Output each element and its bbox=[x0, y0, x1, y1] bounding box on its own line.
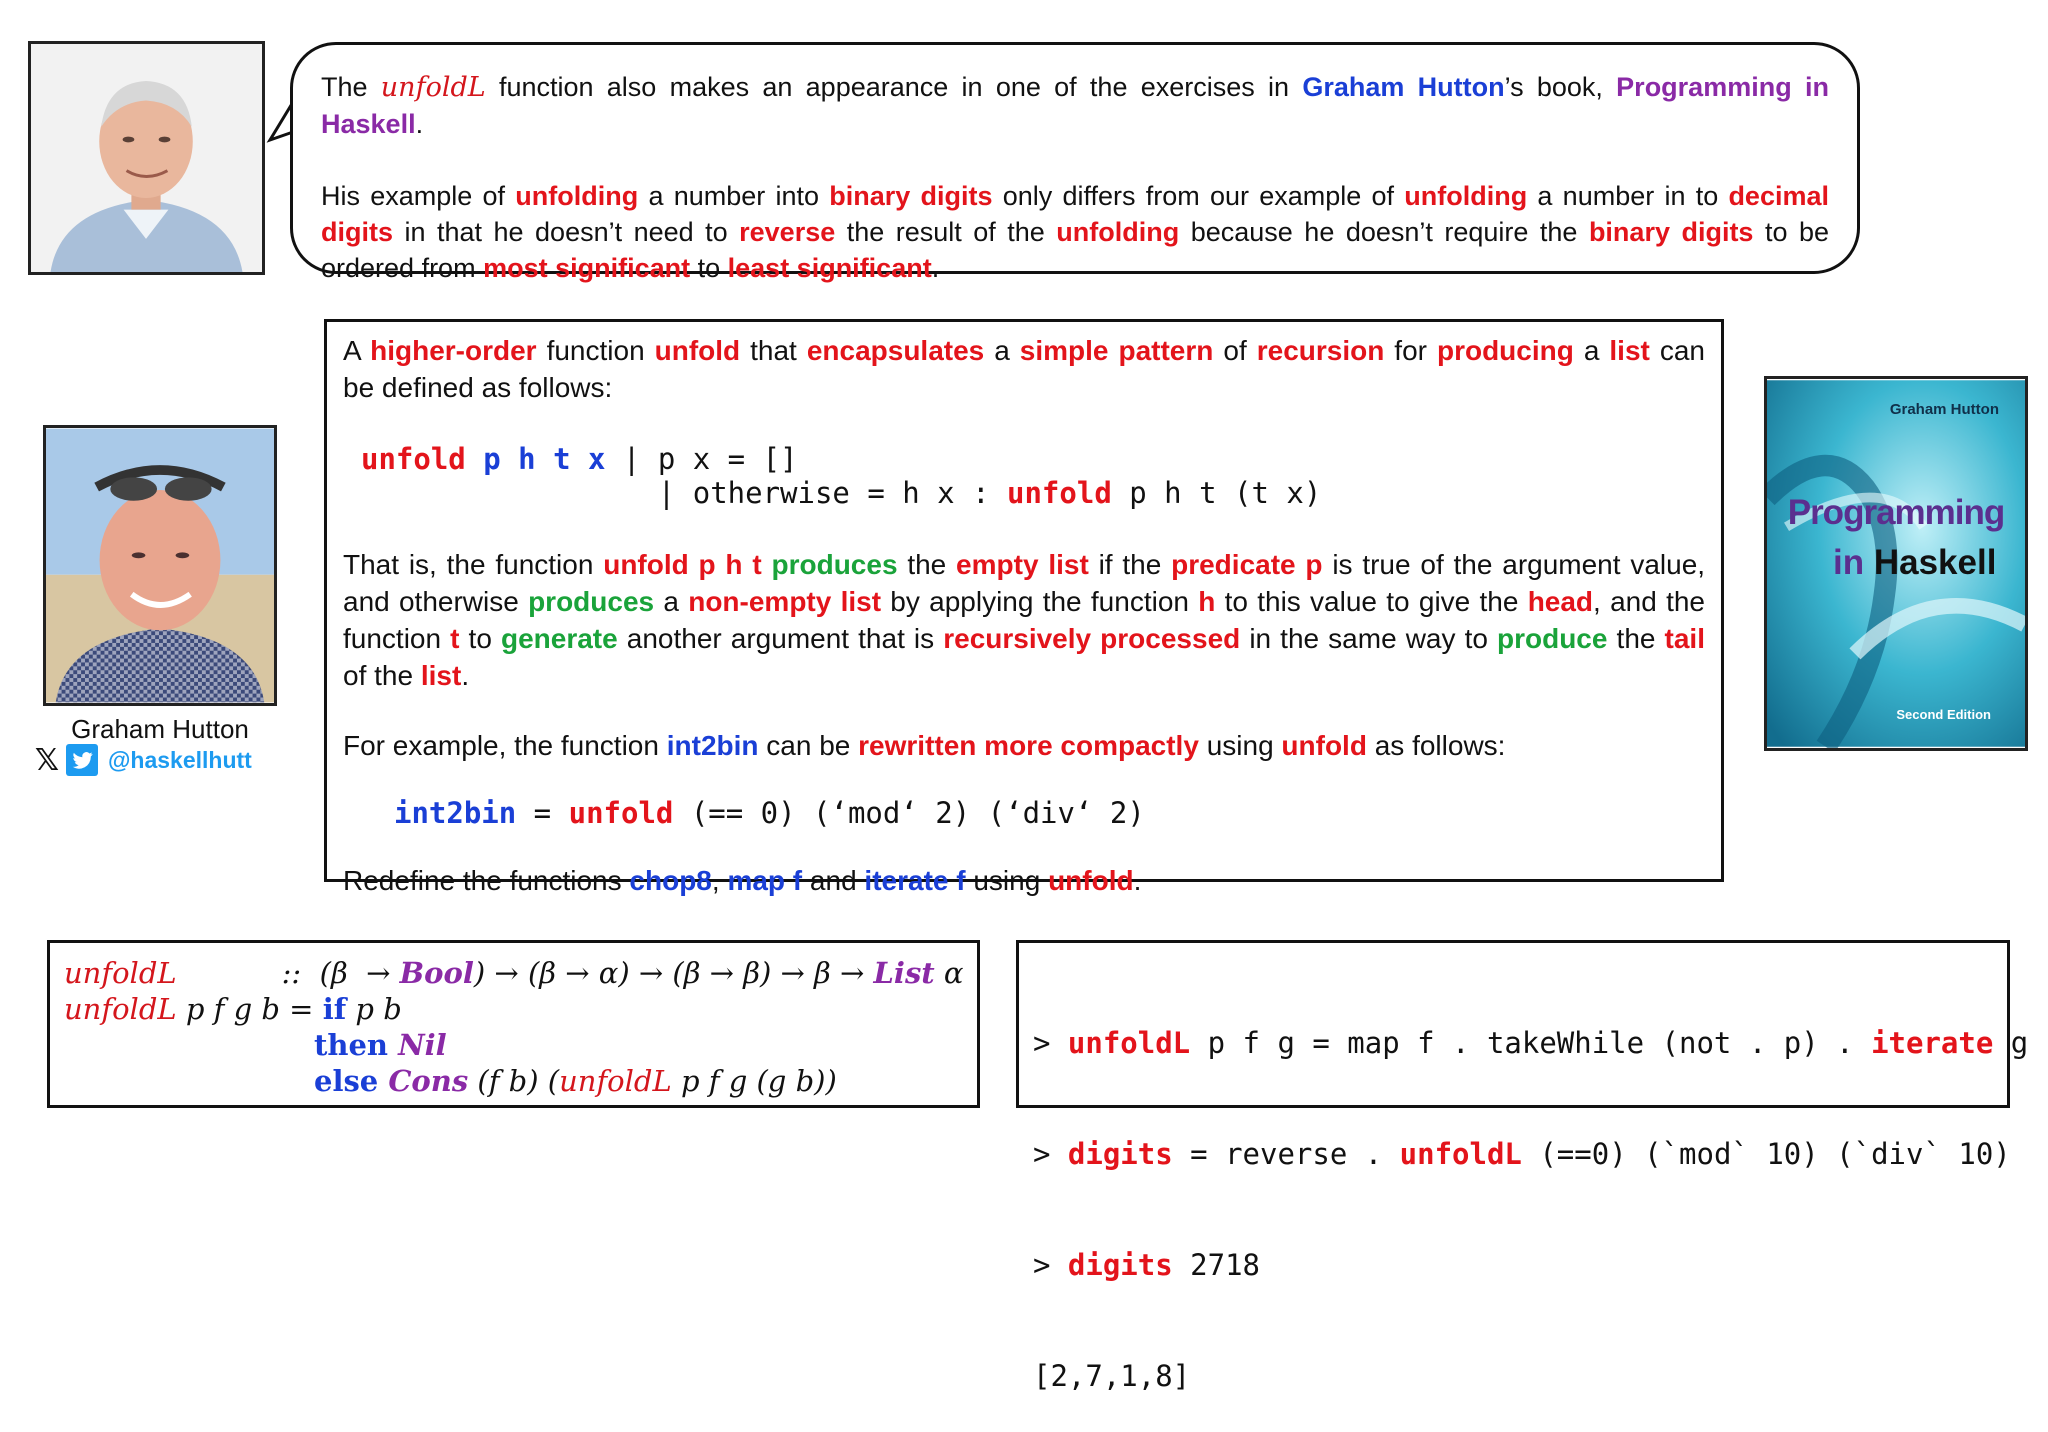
portrait-photo-hutton bbox=[43, 425, 277, 706]
unfoldL-equation: unfoldL p f g b = if p b bbox=[64, 992, 402, 1026]
unfoldL-then: then Nil bbox=[314, 1028, 447, 1062]
x-logo-icon[interactable]: 𝕏 bbox=[34, 743, 60, 777]
hutton-image bbox=[46, 428, 274, 703]
cover-title-line1: Programming bbox=[1787, 493, 2005, 532]
cover-author: Graham Hutton bbox=[1889, 401, 1999, 418]
exercise-para-3: For example, the function int2bin can be rewritten more compactly using unfold as follows: bbox=[343, 730, 1506, 761]
repl-line-3: > digits 2718 bbox=[1033, 1248, 1260, 1282]
social-row bbox=[32, 743, 252, 777]
int2bin-code: int2bin = unfold (== 0) (‘mod‘ 2) (‘div‘ 2) bbox=[394, 796, 1145, 830]
bubble-paragraph-1: The unfoldL function also makes an appearance in one of the exercises in Graham Hutton’s book, Programming in Haskell. bbox=[321, 72, 1829, 139]
book-title: Programming in Haskell bbox=[321, 72, 1829, 139]
cover-title-line2: in Haskell bbox=[1833, 543, 1997, 582]
repl-line-2: > digits = reverse . unfoldL (==0) (`mod` 10) (`div` 10) bbox=[1033, 1137, 2011, 1171]
exercise-para-2: That is, the function unfold p h t produces the empty list if the predicate p is true of the argument value, and otherwise produces a non-empty list by applying the function h to this value to give the head, and the function t to generate another argument that is recursively processed in the same way to produce the tail of the list. bbox=[343, 549, 1706, 691]
portrait-photo-top bbox=[28, 41, 265, 275]
twitter-handle-link[interactable]: @haskellhutt bbox=[108, 746, 252, 773]
speech-bubble bbox=[290, 42, 1860, 283]
bubble-paragraph-2: His example of unfolding a number into binary digits only differs from our example of unfolding a number in to decimal digits in that he doesn’t need to reverse the result of the unfolding because he doesn’t require the binary digits to be ordered from most significant to least significant. bbox=[321, 181, 1829, 283]
cover-edition: Second Edition bbox=[1896, 707, 1991, 722]
exercise-para-1: A higher-order function unfold that encapsulates a simple pattern of recursion for producing a list can be defined as follows: bbox=[343, 335, 1705, 403]
unfoldL-definition-box bbox=[47, 940, 980, 1108]
unfoldL-signature: unfoldL :: (β → Bool) → (β → α) → (β → β) → β → List α bbox=[64, 956, 964, 990]
twitter-bird-icon[interactable] bbox=[66, 744, 98, 776]
twitter-bird-glyph bbox=[66, 744, 98, 776]
repl-output: [2,7,1,8] bbox=[1033, 1359, 1191, 1393]
unfoldL-else: else Cons (f b) (unfoldL p f g (g b)) bbox=[314, 1064, 837, 1098]
book-cover bbox=[1764, 376, 2028, 751]
profile-name: Graham Hutton bbox=[71, 714, 249, 744]
exercise-para-4: Redefine the functions chop8, map f and iterate f using unfold. bbox=[343, 865, 1142, 896]
repl-box bbox=[1016, 940, 2029, 1393]
portrait-image bbox=[31, 44, 262, 272]
exercise-box bbox=[324, 319, 1724, 896]
unfoldL-term: unfoldL bbox=[380, 72, 486, 103]
unfold-definition-code: unfold p h t x | p x = [] | otherwise = h x : unfold p h t (t x) bbox=[361, 442, 1322, 510]
repl-line-1: > unfoldL p f g = map f . takeWhile (not . p) . iterate g bbox=[1033, 1026, 2029, 1060]
author-name-link: Graham Hutton bbox=[1302, 72, 1505, 102]
